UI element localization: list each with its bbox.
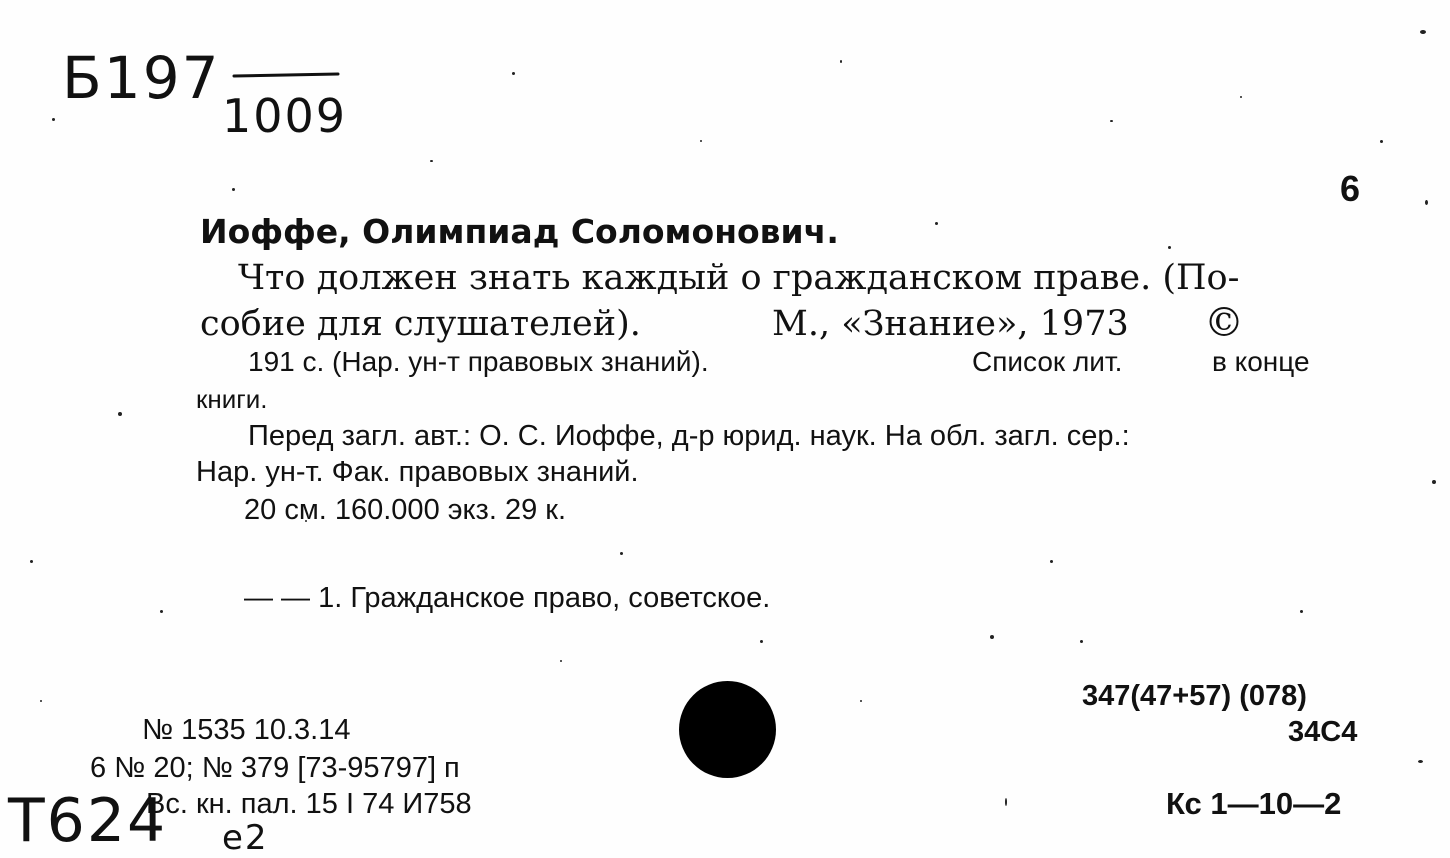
bbk-index: 34С4 xyxy=(1288,716,1358,748)
imprint: М., «Знание», 1973 xyxy=(772,304,1129,344)
collation-line: 191 с. (Нар. ун-т правовых знаний). xyxy=(248,346,709,377)
order-number: № 1535 10.3.14 xyxy=(142,714,351,746)
collation-bibliography-position: в конце xyxy=(1212,346,1310,377)
kc-code: Кс 1—10—2 xyxy=(1166,786,1342,821)
note-line: Нар. ун-т. Фак. правовых знаний. xyxy=(196,456,639,488)
udc-index: 347(47+57) (078) xyxy=(1082,680,1307,712)
title-line: Что должен знать каждый о гражданском праве. (По- xyxy=(238,258,1240,298)
punch-hole xyxy=(679,681,776,778)
collation-bibliography: Список лит. xyxy=(972,346,1123,377)
shelfmark-top: Б197 xyxy=(62,44,221,112)
note-line: Перед загл. авт.: О. С. Иоффе, д-р юрид. наук. На обл. загл. сер.: xyxy=(248,420,1130,452)
copyright-mark: © xyxy=(1204,300,1244,346)
shelfmark-bottom: 1009 xyxy=(222,89,348,143)
book-chamber-line: Вс. кн. пал. 15 I 74 И758 xyxy=(146,788,472,820)
corner-mark: 6 xyxy=(1340,168,1361,209)
collation-line: книги. xyxy=(196,384,268,414)
size-price-line: 20 см. 160.000 экз. 29 к. xyxy=(244,494,567,526)
title-line: собие для слушателей). xyxy=(200,304,641,344)
registry-line: 6 № 20; № 379 [73-95797] п xyxy=(90,752,460,784)
inventory-suffix: е2 xyxy=(222,818,269,858)
author-heading: Иоффе, Олимпиад Соломонович. xyxy=(200,212,839,251)
inventory-number: Т624 xyxy=(8,786,168,856)
shelfmark-fraction-line xyxy=(232,72,342,80)
subject-heading: — — 1. Гражданское право, советское. xyxy=(244,582,771,614)
